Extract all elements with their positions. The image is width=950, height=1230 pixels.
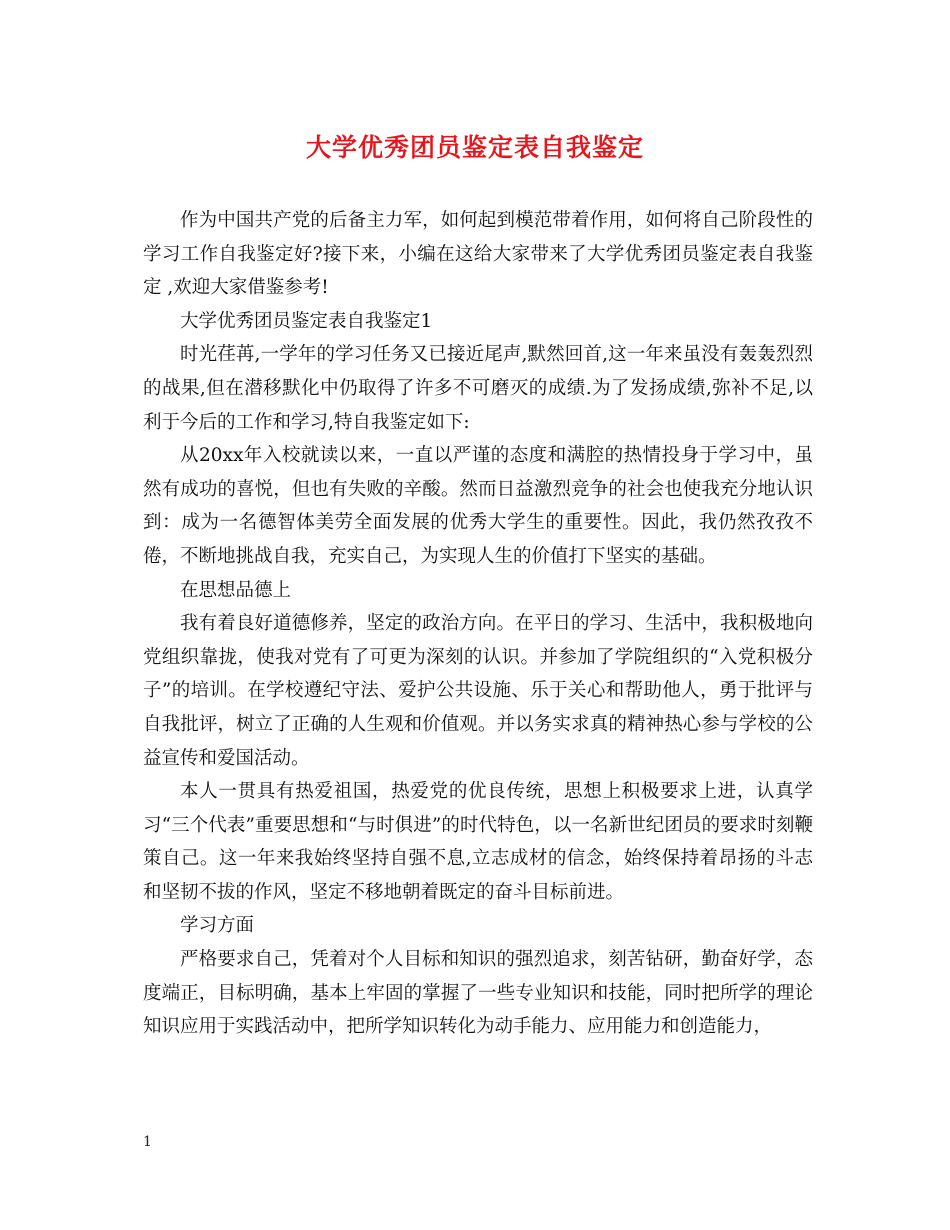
document-title: 大学优秀团员鉴定表自我鉴定: [305, 133, 644, 162]
body-paragraph: 从20xx年入校就读以来，一直以严谨的态度和满腔的热情投身于学习中，虽然有成功的喜悦，但也有失败的辛酸。然而日益激烈竞争的社会也使我充分地认识到：成为一名德智体美劳全面发展的优秀大学生的重要性。因此，我仍然孜孜不倦，不断地挑战自我，充实自己，为实现人生的价值打下坚实的基础。: [143, 445, 813, 567]
document-body: [143, 204, 813, 1044]
body-paragraph: 严格要求自己，凭着对个人目标和知识的强烈追求，刻苦钻研，勤奋好学，态度端正，目标明确，基本上牢固的掌握了一些专业知识和技能，同时把所学的理论知识应用于实践活动中，把所学知识转化为动手能力、应用能力和创造能力，: [143, 949, 813, 1038]
body-paragraph: 我有着良好道德修养，坚定的政治方向。在平日的学习、生活中，我积极地向党组织靠拢，使我对党有了可更为深刻的认识。并参加了学院组织的“入党积极分子”的培训。在学校遵纪守法、爱护公共设施、乐于关心和帮助他人，勇于批评与自我批评，树立了正确的人生观和价值观。并以务实求真的精神热心参与学校的公益宣传和爱国活动。: [143, 613, 813, 769]
intro-paragraph: 作为中国共产党的后备主力军，如何起到模范带着作用，如何将自己阶段性的学习工作自我鉴定好?接下来，小编在这给大家带来了大学优秀团员鉴定表自我鉴定 ,欢迎大家借鉴参考!: [143, 210, 813, 299]
section-heading-study: 学习方面: [180, 915, 255, 937]
body-paragraph: 本人一贯具有热爱祖国，热爱党的优良传统，思想上积极要求上进，认真学习“三个代表”重要思想和“与时俱进”的时代特色，以一名新世纪团员的要求时刻鞭策自己。这一年来我始终坚持自强不息,立志成材的信念，始终保持着昂扬的斗志和坚韧不拔的作风，坚定不移地朝着既定的奋斗目标前进。: [143, 781, 813, 903]
page-number: 1: [143, 1134, 152, 1150]
section-heading-moral: 在思想品德上: [180, 579, 292, 601]
section-heading-1: 大学优秀团员鉴定表自我鉴定1: [180, 310, 433, 332]
body-paragraph: 时光荏苒,一学年的学习任务又已接近尾声,默然回首,这一年来虽没有轰轰烈烈的战果,但在潜移默化中仍取得了许多不可磨灭的成绩.为了发扬成绩,弥补不足,以利于今后的工作和学习,特自我鉴定如下:: [143, 344, 813, 433]
